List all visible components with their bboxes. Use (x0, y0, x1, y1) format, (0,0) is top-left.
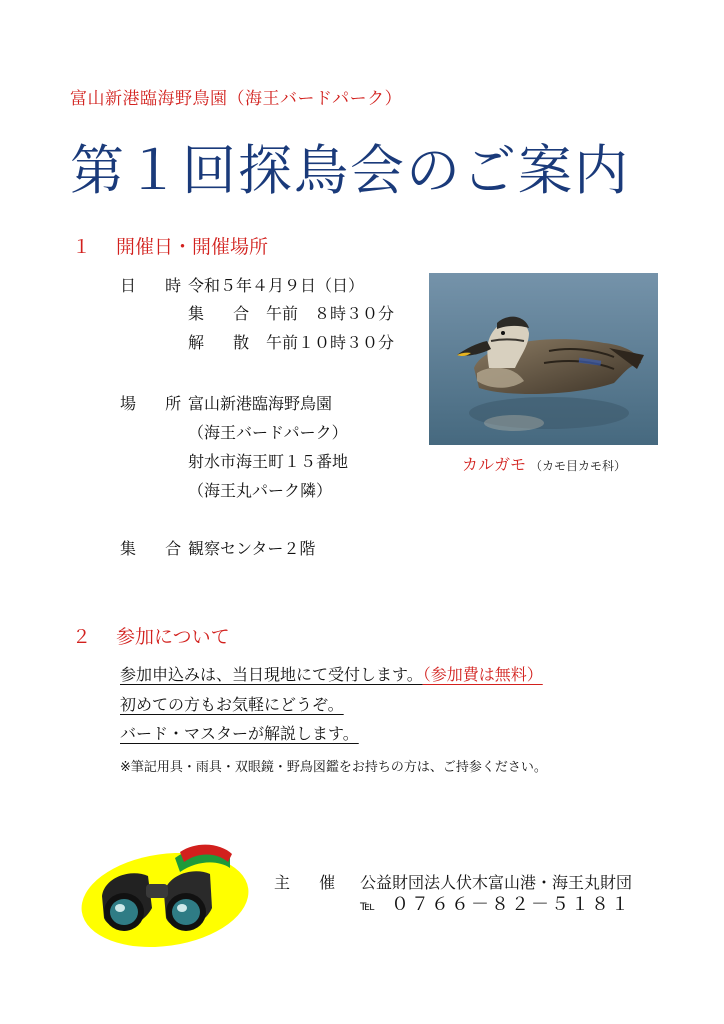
place-label: 場 所 (120, 394, 194, 413)
dismiss-label: 解 散 (188, 333, 262, 352)
dismiss-row (188, 332, 394, 354)
place-line2: （海王バードパーク） (188, 423, 348, 442)
gather-label: 集 合 (188, 304, 262, 323)
section2-heading (72, 622, 230, 649)
binoculars-icon (80, 838, 250, 948)
bring-note: ※筆記用具・雨具・双眼鏡・野鳥図鑑をお持ちの方は、ご持参ください。 (120, 760, 547, 775)
date-row (120, 275, 364, 297)
date-value: 令和５年４月９日（日） (188, 276, 365, 295)
section1-number: １ (72, 236, 92, 258)
participation-fee: （参加費は無料） (422, 665, 543, 684)
section1-title: 開催日・開催場所 (116, 236, 269, 258)
place-line3: 射水市海王町１５番地 (188, 452, 349, 471)
duck-photo (429, 273, 658, 445)
section1-heading (72, 232, 268, 259)
gather-value: 午前 ８時３０分 (266, 304, 395, 323)
participation-line3 (120, 723, 359, 745)
caption-sub: （カモ目カモ科） (530, 459, 627, 473)
place-row (120, 393, 332, 415)
tel-label: ℡ (360, 898, 378, 914)
dismiss-value: 午前１０時３０分 (266, 333, 395, 352)
tel-row (360, 894, 631, 917)
organizer-row (274, 872, 632, 894)
date-label: 日 時 (120, 276, 194, 295)
organizer-label: 主 催 (274, 873, 348, 892)
participation-text3: バード・マスターが解説します。 (120, 724, 359, 743)
participation-text2: 初めての方もお気軽にどうぞ。 (120, 695, 344, 714)
section2-title: 参加について (116, 626, 230, 648)
participation-line2 (120, 694, 344, 716)
meet-row (120, 538, 315, 560)
participation-text1: 参加申込みは、当日現地にて受付します。 (120, 665, 423, 684)
place-line4: （海王丸パーク隣） (188, 481, 333, 500)
photo-caption (462, 452, 626, 475)
tel-number: ０７６６－８２－５１８１ (391, 894, 632, 915)
subtitle: 富山新港臨海野鳥園（海王バードパーク） (70, 89, 403, 109)
duck-illustration (429, 273, 658, 445)
gather-row (188, 303, 394, 325)
place-line1: 富山新港臨海野鳥園 (188, 394, 333, 413)
organizer-name: 公益財団法人伏木富山港・海王丸財団 (360, 873, 633, 892)
meet-value: 観察センター２階 (188, 539, 316, 558)
caption-main: カルガモ (462, 455, 527, 474)
meet-label: 集 合 (120, 539, 194, 558)
participation-line1 (120, 664, 543, 686)
page-title: 第１回探鳥会のご案内 (70, 139, 630, 202)
section2-number: ２ (72, 626, 92, 648)
